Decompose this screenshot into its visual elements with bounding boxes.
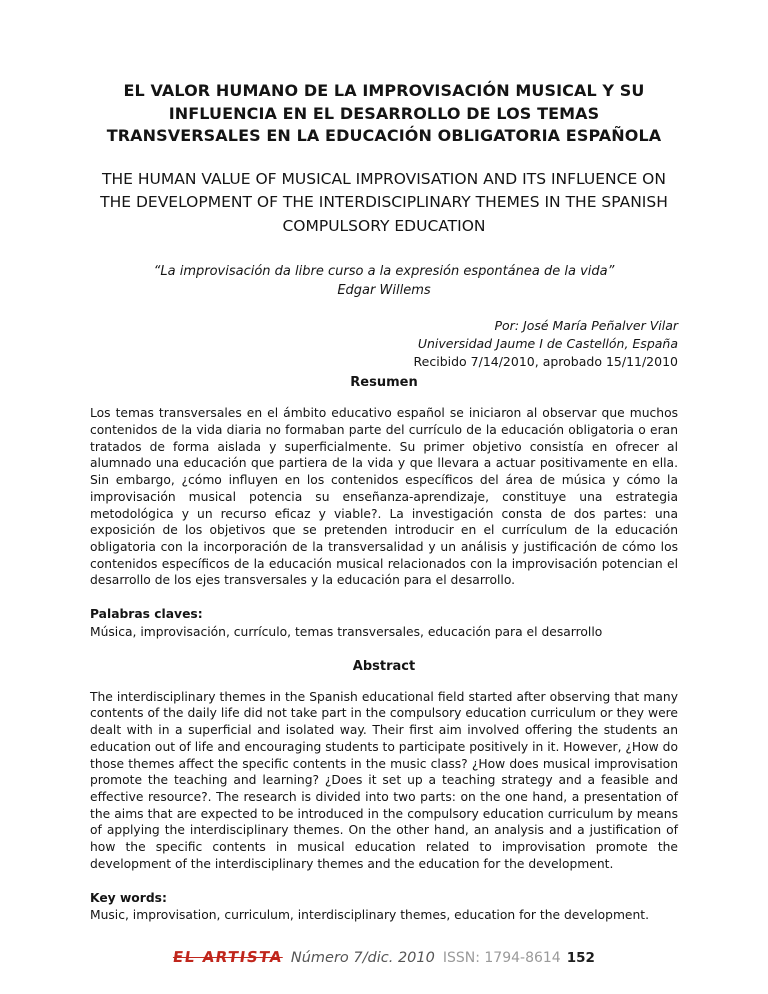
palabras-claves-text: Música, improvisación, currículo, temas transversales, educación para el desarrollo xyxy=(90,624,603,639)
abstract-paragraph: The interdisciplinary themes in the Spanish educational field started after observing that many contents of the daily life did not take part in the compulsory education curriculum or they were dealt with in a superficial and isolated way. Their first aim involved offering the students an education out of life and encouraging students to participate positively in it. However, ¿How do those themes affect the specific contents in the music class? ¿How does musical improvisation promote the teaching and learning? ¿Does it set up a teaching strategy and a feasible and effective resource?. The research is divided into two parts: on the one hand, a presentation of the aims that are expected to be introduced in the compulsory education curriculum by means of applying the interdisciplinary themes. On the other hand, an analysis and a justification of how the specific contents in musical education related to improvisation promote the development of the interdisciplinary themes and the education for the development. xyxy=(90,689,678,871)
title-english: THE HUMAN VALUE OF MUSICAL IMPROVISATION AND ITS INFLUENCE ON THE DEVELOPMENT OF THE INTERDISCIPLINARY THEMES IN THE SPANISH COMPULSORY EDUCATION xyxy=(100,170,668,235)
byline-block xyxy=(90,317,678,371)
issue-label: Número 7/dic. 2010 xyxy=(290,950,435,966)
affiliation-line: Universidad Jaume I de Castellón, España xyxy=(417,336,678,352)
title-spanish: EL VALOR HUMANO DE LA IMPROVISACIÓN MUSICAL Y SU INFLUENCIA EN EL DESARROLLO DE LOS TEMAS TRANSVERSALES EN LA EDUCACIÓN OBLIGATORIA ESPAÑOLA xyxy=(106,81,662,146)
abstract-heading: Abstract xyxy=(352,658,416,674)
epigraph-quote: “La improvisación da libre curso a la expresión espontánea de la vida” xyxy=(153,263,615,279)
page-number: 152 xyxy=(566,950,595,966)
resumen-heading: Resumen xyxy=(350,375,418,391)
epigraph xyxy=(90,262,678,301)
journal-logo: EL ARTISTA xyxy=(171,948,285,966)
author-line: Por: José María Peñalver Vilar xyxy=(494,317,678,333)
received-line: Recibido 7/14/2010, aprobado 15/11/2010 xyxy=(413,354,678,370)
palabras-claves-heading: Palabras claves: xyxy=(90,607,203,622)
keywords-text: Music, improvisation, curriculum, interdisciplinary themes, education for the development. xyxy=(90,908,650,923)
epigraph-author: Edgar Willems xyxy=(337,283,431,299)
resumen-paragraph: Los temas transversales en el ámbito educativo español se iniciaron al observar que muchos contenidos de la vida diaria no formaban parte del currículo de la educación obligatoria o eran tratados de forma aislada y superficialmente. Su primer objetivo consistía en ofrecer al alumnado una educación que partiera de la vida y que llevara a actuar positivamente en ella. Sin embargo, ¿cómo influyen en los contenidos específicos del área de música y cómo la improvisación musical potencia su enseñanza-aprendizaje, constituye una estrategia metodológica y un recurso eficaz y viable?. La investigación consta de dos partes: una exposición de los objetivos que se pretenden introducir en el currículum de la educación obligatoria con la incorporación de la transversalidad y un análisis y justificación de cómo los contenidos específicos de la educación musical relacionados con la improvisación potencian el desarrollo de los ejes transversales y la educación para el desarrollo. xyxy=(90,406,678,588)
keywords-heading: Key words: xyxy=(90,890,167,905)
page-footer xyxy=(0,947,768,966)
issn-label: ISSN: 1794-8614 xyxy=(442,950,561,966)
